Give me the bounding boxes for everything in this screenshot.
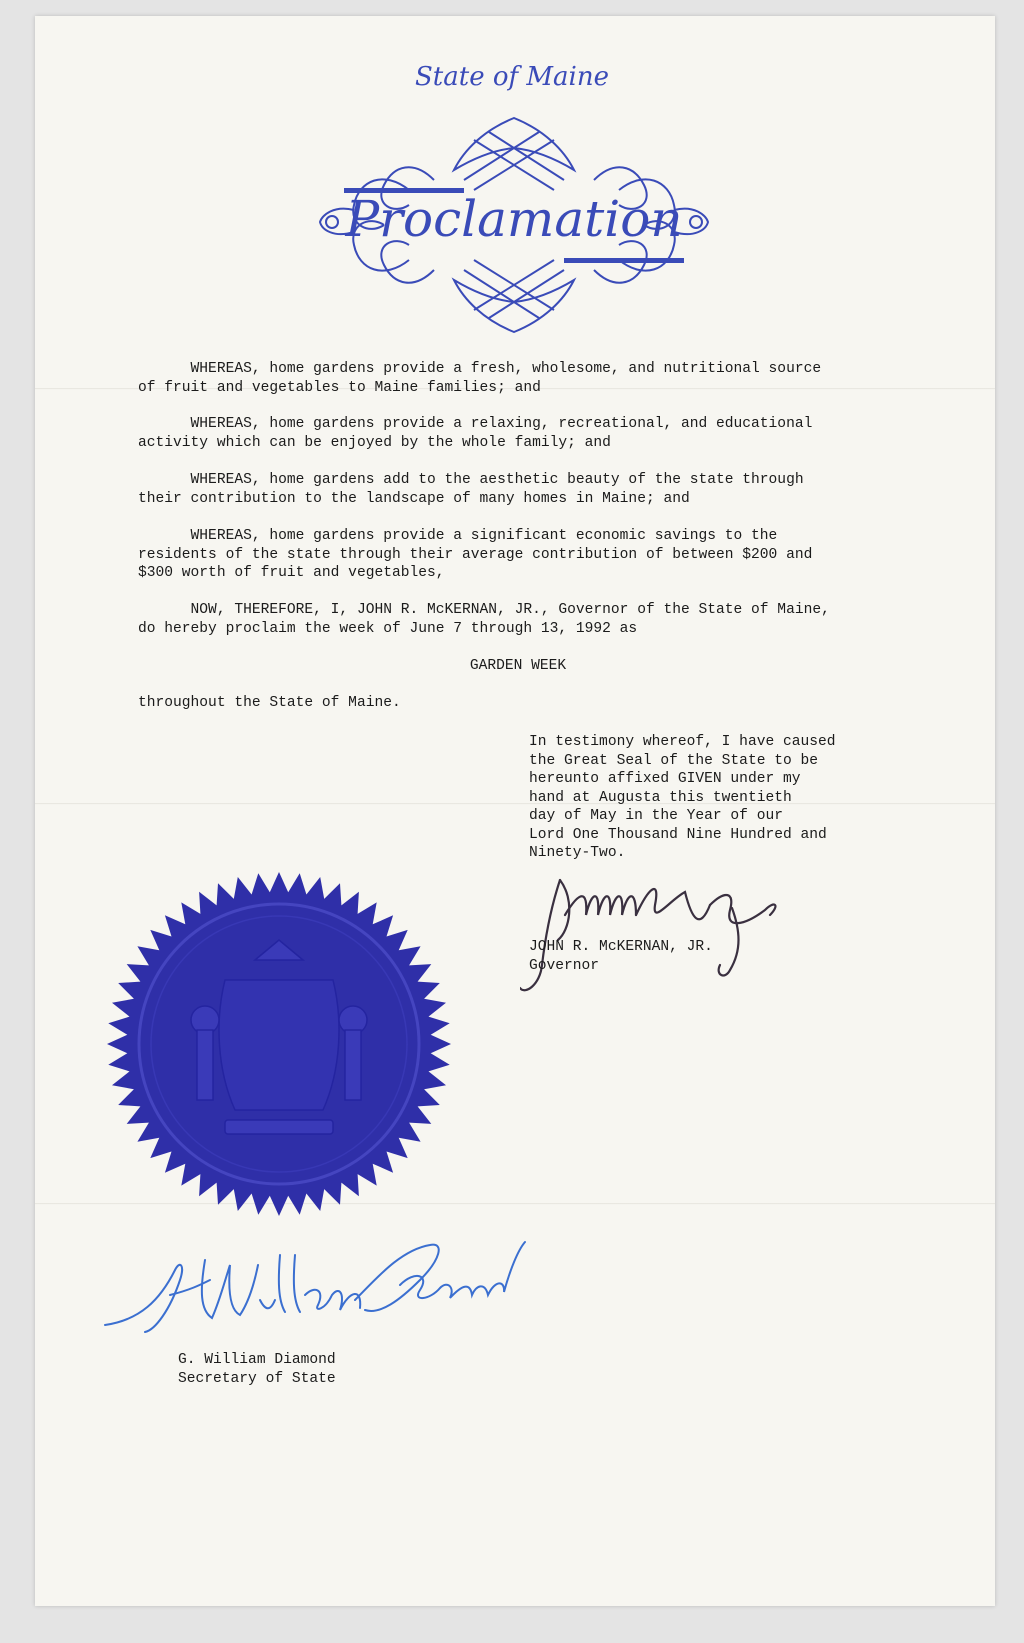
whereas-paragraph: WHEREAS, home gardens provide a significant economic savings to the residents of the state through their average contribution of between $200 and $300 worth of fruit and vegetables,	[138, 528, 813, 581]
governor-signature-block	[529, 938, 713, 975]
whereas-paragraph: WHEREAS, home gardens provide a fresh, wholesome, and nutritional source of fruit and vegetables to Maine families; and	[138, 361, 822, 396]
secretary-signature-block	[178, 1351, 336, 1389]
secretary-signature	[100, 1240, 540, 1345]
great-seal-of-maine	[105, 870, 453, 1218]
now-therefore-paragraph: NOW, THEREFORE, I, JOHN R. McKERNAN, JR., Governor of the State of Maine, do hereby proclaim the week of June 7 through 13, 1992 as	[138, 602, 830, 637]
secretary-title: Secretary of State	[178, 1371, 336, 1387]
proclaimed-event: GARDEN WEEK	[469, 658, 567, 674]
governor-title: Governor	[529, 957, 600, 974]
governor-name: JOHN R. McKERNAN, JR.	[529, 939, 713, 955]
testimony-clause: In testimony whereof, I have caused the Great Seal of the State to be hereunto affixed GIVEN under my hand at Augusta this twentieth day of May in the Year of our Lord One Thousand Nine Hundred and Ninety-Two.	[529, 734, 836, 861]
closing-line: throughout the State of Maine.	[138, 695, 401, 711]
secretary-name: G. William Diamond	[178, 1352, 336, 1368]
whereas-paragraph: WHEREAS, home gardens add to the aesthetic beauty of the state through their contribution to the landscape of many homes in Maine; and	[138, 472, 804, 507]
proclamation-title: Proclamation	[345, 190, 683, 248]
state-title: State of Maine	[415, 62, 609, 92]
whereas-paragraph: WHEREAS, home gardens provide a relaxing, recreational, and educational activity which can be enjoyed by the whole family; and	[138, 416, 813, 451]
